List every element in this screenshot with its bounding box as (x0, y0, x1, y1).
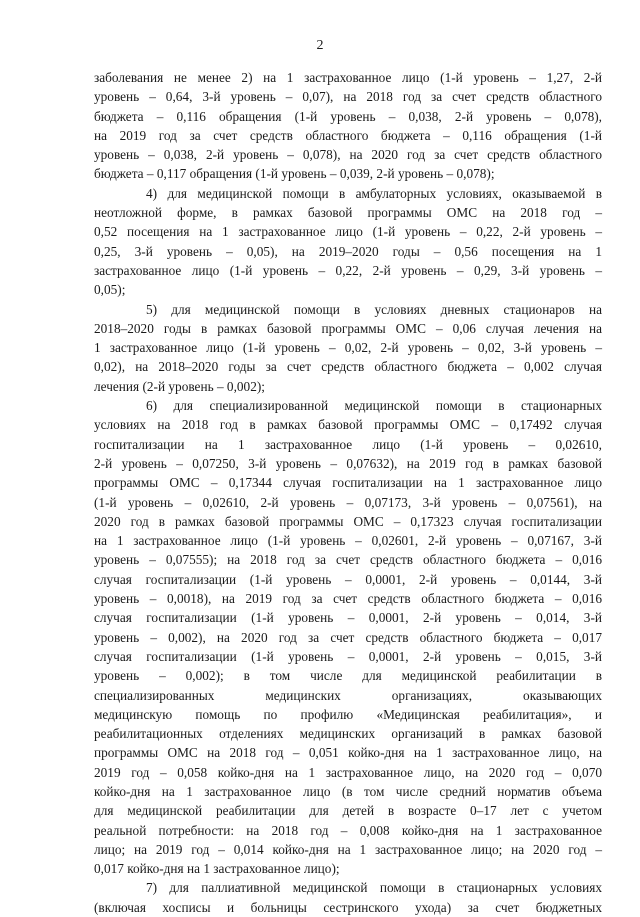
document-body (94, 68, 602, 917)
text-line: случая госпитализации (1-й уровень – 0,0001, 2-й уровень – 0,015, 3-й (94, 648, 602, 664)
text-line: 0,05); (94, 282, 126, 298)
text-line: уровень – 0,07555); на 2018 год за счет средств областного бюджета – 0,016 (94, 552, 602, 568)
text-line: лицо; на 2019 год – 0,014 койко-дня на 1 застрахованное лицо; на 2020 год – (94, 841, 602, 857)
text-line: реальной потребности: на 2018 год – 0,008 койко-дня на 1 застрахованное (94, 822, 602, 838)
page-number: 2 (316, 38, 324, 53)
text-line: на 2019 год за счет средств областного бюджета – 0,116 обращения (1-й (94, 127, 602, 143)
text-line: 2020 год в рамках базовой программы ОМС – 0,17323 случая госпитализации (94, 513, 602, 529)
text-line: 5) для медицинской помощи в условиях дневных стационаров на (146, 301, 602, 317)
text-line: программы ОМС на 2018 год – 0,051 койко-дня на 1 застрахованное лицо, на (94, 745, 602, 761)
text-line: госпитализации на 1 застрахованное лицо (1-й уровень – 0,02610, (94, 436, 602, 452)
text-line: (1-й уровень – 0,02610, 2-й уровень – 0,07173, 3-й уровень – 0,07561), на (94, 494, 602, 510)
text-line: 0,25, 3-й уровень – 0,05), на 2019–2020 годы – 0,56 посещения на 1 (94, 243, 602, 259)
text-line: заболевания не менее 2) на 1 застрахованное лицо (1-й уровень – 1,27, 2-й (94, 70, 602, 85)
paragraph-p1 (94, 68, 602, 184)
text-line: уровень – 0,64, 3-й уровень – 0,07), на 2018 год за счет средств областного (94, 89, 602, 105)
text-line: программы ОМС – 0,17344 случая госпитализации на 1 застрахованное лицо (94, 475, 602, 491)
text-line: реабилитационных отделениях медицинских организаций в рамках базовой (94, 726, 602, 742)
text-line: уровень – 0,0018), на 2019 год за счет средств областного бюджета – 0,016 (94, 591, 602, 607)
text-line: застрахованное лицо (1-й уровень – 0,22, 2-й уровень – 0,29, 3-й уровень – (94, 262, 602, 278)
paragraph-p4 (94, 396, 602, 878)
text-line: 1 застрахованное лицо (1-й уровень – 0,02, 2-й уровень – 0,02, 3-й уровень – (94, 340, 602, 356)
text-line: 0,017 койко-дня на 1 застрахованное лицо); (94, 861, 340, 877)
text-line: лечения (2-й уровень – 0,002); (94, 378, 265, 394)
text-line: специализированных медицинских организациях, оказывающих (94, 687, 602, 703)
text-line: уровень – 0,002), на 2020 год за счет средств областного бюджета – 0,017 (94, 629, 602, 645)
paragraph-p3 (94, 300, 602, 396)
text-line: условиях на 2018 год в рамках базовой программы ОМС – 0,17492 случая (94, 417, 602, 433)
text-line: случая госпитализации (1-й уровень – 0,0001, 2-й уровень – 0,014, 3-й (94, 610, 602, 626)
text-line: на 1 застрахованное лицо (1-й уровень – 0,02601, 2-й уровень – 0,07167, 3-й (94, 533, 602, 549)
text-line: бюджета – 0,117 обращения (1-й уровень – 0,039, 2-й уровень – 0,078); (94, 166, 495, 182)
text-line: 0,02), на 2018–2020 годы за счет средств областного бюджета – 0,002 случая (94, 359, 602, 375)
paragraph-p2 (94, 184, 602, 300)
text-line: уровень – 0,002); в том числе для медицинской реабилитации в (94, 668, 602, 684)
text-line: медицинскую помощь по профилю «Медицинская реабилитация», и (94, 706, 602, 722)
text-line: бюджета – 0,116 обращения (1-й уровень – 0,038, 2-й уровень – 0,078), (94, 108, 602, 124)
text-line: для медицинской реабилитации для детей в возрасте 0–17 лет с учетом (94, 803, 602, 819)
text-line: 0,52 посещения на 1 застрахованное лицо (1-й уровень – 0,22, 2-й уровень – (94, 224, 602, 240)
text-line: койко-дня на 1 застрахованное лицо (в том числе средний норматив объема (94, 783, 602, 799)
text-line: случая госпитализации (1-й уровень – 0,0001, 2-й уровень – 0,0144, 3-й (94, 571, 602, 587)
text-line: 2019 год – 0,058 койко-дня на 1 застрахованное лицо, на 2020 год – 0,070 (94, 764, 602, 780)
text-line: (включая хосписы и больницы сестринского ухода) за счет бюджетных (94, 899, 602, 915)
text-line: 2-й уровень – 0,07250, 3-й уровень – 0,07632), на 2019 год в рамках базовой (94, 455, 602, 471)
paragraph-p5 (94, 878, 602, 917)
text-line: 6) для специализированной медицинской помощи в стационарных (146, 398, 602, 414)
text-line: 2018–2020 годы в рамках базовой программы ОМС – 0,06 случая лечения на (94, 320, 602, 336)
text-line: 4) для медицинской помощи в амбулаторных условиях, оказываемой в (146, 185, 602, 201)
text-line: 7) для паллиативной медицинской помощи в стационарных условиях (146, 880, 602, 896)
text-line: уровень – 0,038, 2-й уровень – 0,078), на 2020 год за счет средств областного (94, 147, 602, 163)
text-line: неотложной форме, в рамках базовой программы ОМС на 2018 год – (94, 205, 602, 221)
